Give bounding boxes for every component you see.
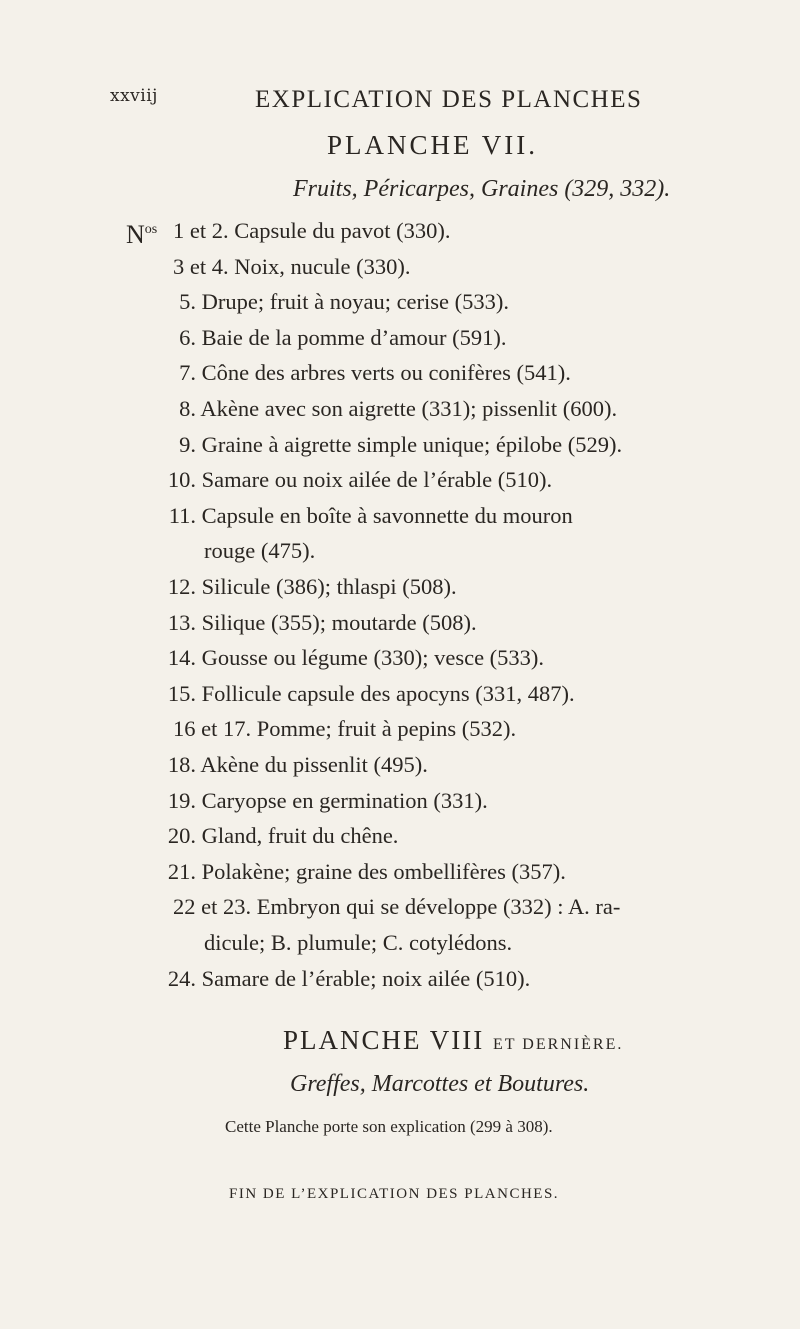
entry-number: 6.: [179, 324, 196, 350]
page-number: xxviij: [110, 86, 158, 106]
entry-13: [168, 681, 575, 707]
plate-8-title-suffix: ET DERNIÈRE.: [493, 1036, 624, 1053]
plate-8-title-main: PLANCHE VIII: [283, 1025, 485, 1055]
entry-text: Cône des arbres verts ou conifères (541).: [201, 360, 571, 386]
entry-number: 22 et 23.: [173, 894, 252, 920]
numbers-label-sup: os: [144, 222, 158, 237]
entry-continuation: rouge (475).: [204, 538, 316, 564]
running-head: EXPLICATION DES PLANCHES: [255, 86, 643, 113]
entry-text: Gland, fruit du chêne.: [201, 823, 399, 849]
entry-text: Akène avec son aigrette (331); pissenlit (600).: [200, 396, 618, 421]
entry-number: 20.: [167, 823, 196, 849]
entry-text: Silique (355); moutarde (508).: [201, 609, 477, 635]
entry-number: 21.: [167, 858, 196, 884]
entry-text: Drupe; fruit à noyau; cerise (533).: [201, 289, 510, 315]
entry-number: 3 et 4.: [173, 253, 229, 279]
entry-6: [179, 396, 617, 422]
end-of-explanation: FIN DE L’EXPLICATION DES PLANCHES.: [229, 1186, 560, 1202]
entry-text: Caryopse en germination (331).: [201, 787, 488, 813]
entry-5: [179, 360, 571, 386]
entry-number: 14.: [167, 645, 196, 671]
entry-text: Silicule (386); thlaspi (508).: [201, 574, 457, 599]
plate-8-subtitle: Greffes, Marcottes et Boutures.: [290, 1071, 590, 1097]
entry-number: 8.: [179, 396, 196, 421]
entry-text: Embryon qui se développe (332) : A. ra-: [256, 894, 621, 920]
entry-16: [168, 788, 488, 814]
entry-19: [173, 894, 620, 920]
entry-3: [179, 289, 509, 315]
entry-number: 24.: [167, 965, 196, 991]
entry-number: 1 et 2.: [173, 218, 229, 243]
entry-10: [168, 574, 457, 600]
entry-number: 11.: [168, 502, 196, 528]
entry-text: Samare ou noix ailée de l’érable (510).: [201, 467, 553, 493]
entry-15: [168, 752, 428, 778]
entry-4: [179, 325, 506, 351]
entry-text: Gousse ou légume (330); vesce (533).: [201, 645, 545, 671]
entry-text: Capsule du pavot (330).: [234, 218, 451, 243]
entry-number: 16 et 17.: [173, 716, 252, 742]
entry-text: Capsule en boîte à savonnette du mouron: [201, 502, 573, 528]
entry-number: 7.: [179, 360, 196, 386]
entry-20: [168, 966, 530, 992]
entry-number: 13.: [167, 609, 196, 635]
entry-text: Follicule capsule des apocyns (331, 487).: [201, 680, 575, 706]
entry-9: [169, 503, 573, 529]
entry-number: 18.: [167, 752, 196, 777]
entry-18: [168, 859, 566, 885]
plate-7-title: PLANCHE VII.: [327, 130, 538, 160]
entry-number: 15.: [167, 680, 196, 706]
plate-8-title: [283, 1025, 623, 1056]
entry-number: 9.: [179, 431, 196, 457]
entry-number: 10.: [167, 467, 196, 493]
entry-number: 12.: [167, 574, 196, 599]
entry-2: [173, 254, 410, 280]
entry-number: 19.: [167, 787, 196, 813]
entry-14: [173, 716, 516, 742]
entry-12: [168, 645, 544, 671]
entry-17: [168, 823, 399, 849]
plate-8-note: Cette Planche porte son explication (299 à 308).: [225, 1117, 553, 1136]
entry-text: Baie de la pomme d’amour (591).: [201, 324, 507, 350]
entry-11: [168, 610, 477, 636]
entry-8: [168, 467, 552, 493]
numbers-label-letter: N: [126, 220, 145, 249]
entry-number: 5.: [179, 289, 196, 315]
numbers-label: [126, 220, 157, 250]
entry-continuation: dicule; B. plumule; C. cotylédons.: [204, 930, 513, 955]
entry-text: Samare de l’érable; noix ailée (510).: [201, 965, 531, 991]
entry-text: Akène du pissenlit (495).: [200, 752, 428, 777]
entry-text: Noix, nucule (330).: [234, 253, 411, 279]
entry-text: Pomme; fruit à pepins (532).: [256, 716, 517, 742]
entry-text: Polakène; graine des ombellifères (357).: [201, 858, 566, 884]
entry-7: [179, 432, 622, 458]
plate-7-subtitle: Fruits, Péricarpes, Graines (329, 332).: [293, 176, 671, 202]
entry-text: Graine à aigrette simple unique; épilobe (529).: [201, 431, 623, 457]
entry-1: [173, 218, 450, 244]
